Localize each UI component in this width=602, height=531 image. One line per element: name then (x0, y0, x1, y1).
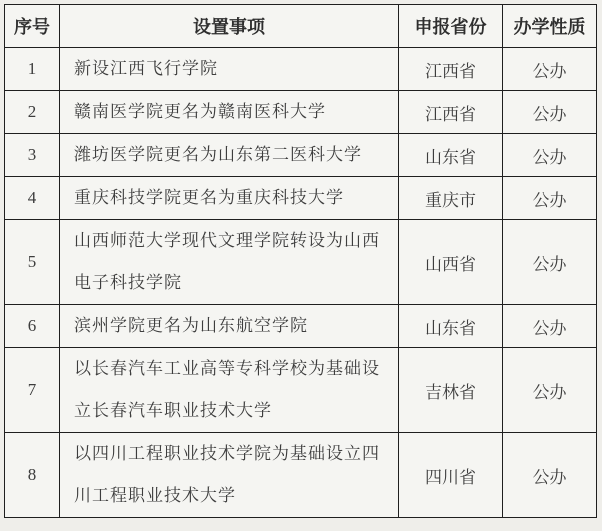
cell-item: 潍坊医学院更名为山东第二医科大学 (60, 134, 399, 177)
table-row (5, 91, 597, 134)
cell-province: 山东省 (399, 305, 503, 348)
table-row (5, 220, 597, 305)
cell-no: 3 (5, 134, 60, 177)
header-row (5, 5, 597, 48)
cell-no: 8 (5, 433, 60, 518)
cell-no: 6 (5, 305, 60, 348)
cell-province: 江西省 (399, 91, 503, 134)
cell-no: 2 (5, 91, 60, 134)
table-row (5, 177, 597, 220)
cell-no: 4 (5, 177, 60, 220)
col-header-nature: 办学性质 (503, 5, 597, 48)
cell-nature: 公办 (503, 48, 597, 91)
cell-province: 吉林省 (399, 348, 503, 433)
cell-province: 重庆市 (399, 177, 503, 220)
col-header-province: 申报省份 (399, 5, 503, 48)
cell-item: 新设江西飞行学院 (60, 48, 399, 91)
cell-nature: 公办 (503, 348, 597, 433)
cell-no: 7 (5, 348, 60, 433)
col-header-no: 序号 (5, 5, 60, 48)
cell-province: 山东省 (399, 134, 503, 177)
cell-province: 四川省 (399, 433, 503, 518)
cell-no: 1 (5, 48, 60, 91)
cell-item: 以四川工程职业技术学院为基础设立四川工程职业技术大学 (60, 433, 399, 518)
col-header-item: 设置事项 (60, 5, 399, 48)
table-row (5, 348, 597, 433)
cell-item: 滨州学院更名为山东航空学院 (60, 305, 399, 348)
table-row (5, 48, 597, 91)
table-row (5, 134, 597, 177)
cell-nature: 公办 (503, 91, 597, 134)
table-row (5, 433, 597, 518)
cell-item: 重庆科技学院更名为重庆科技大学 (60, 177, 399, 220)
university-setup-table (4, 4, 597, 518)
cell-nature: 公办 (503, 433, 597, 518)
cell-province: 江西省 (399, 48, 503, 91)
cell-nature: 公办 (503, 177, 597, 220)
cell-item: 山西师范大学现代文理学院转设为山西电子科技学院 (60, 220, 399, 305)
cell-item: 以长春汽车工业高等专科学校为基础设立长春汽车职业技术大学 (60, 348, 399, 433)
table-row (5, 305, 597, 348)
cell-no: 5 (5, 220, 60, 305)
cell-province: 山西省 (399, 220, 503, 305)
cell-nature: 公办 (503, 305, 597, 348)
cell-nature: 公办 (503, 220, 597, 305)
cell-nature: 公办 (503, 134, 597, 177)
cell-item: 赣南医学院更名为赣南医科大学 (60, 91, 399, 134)
